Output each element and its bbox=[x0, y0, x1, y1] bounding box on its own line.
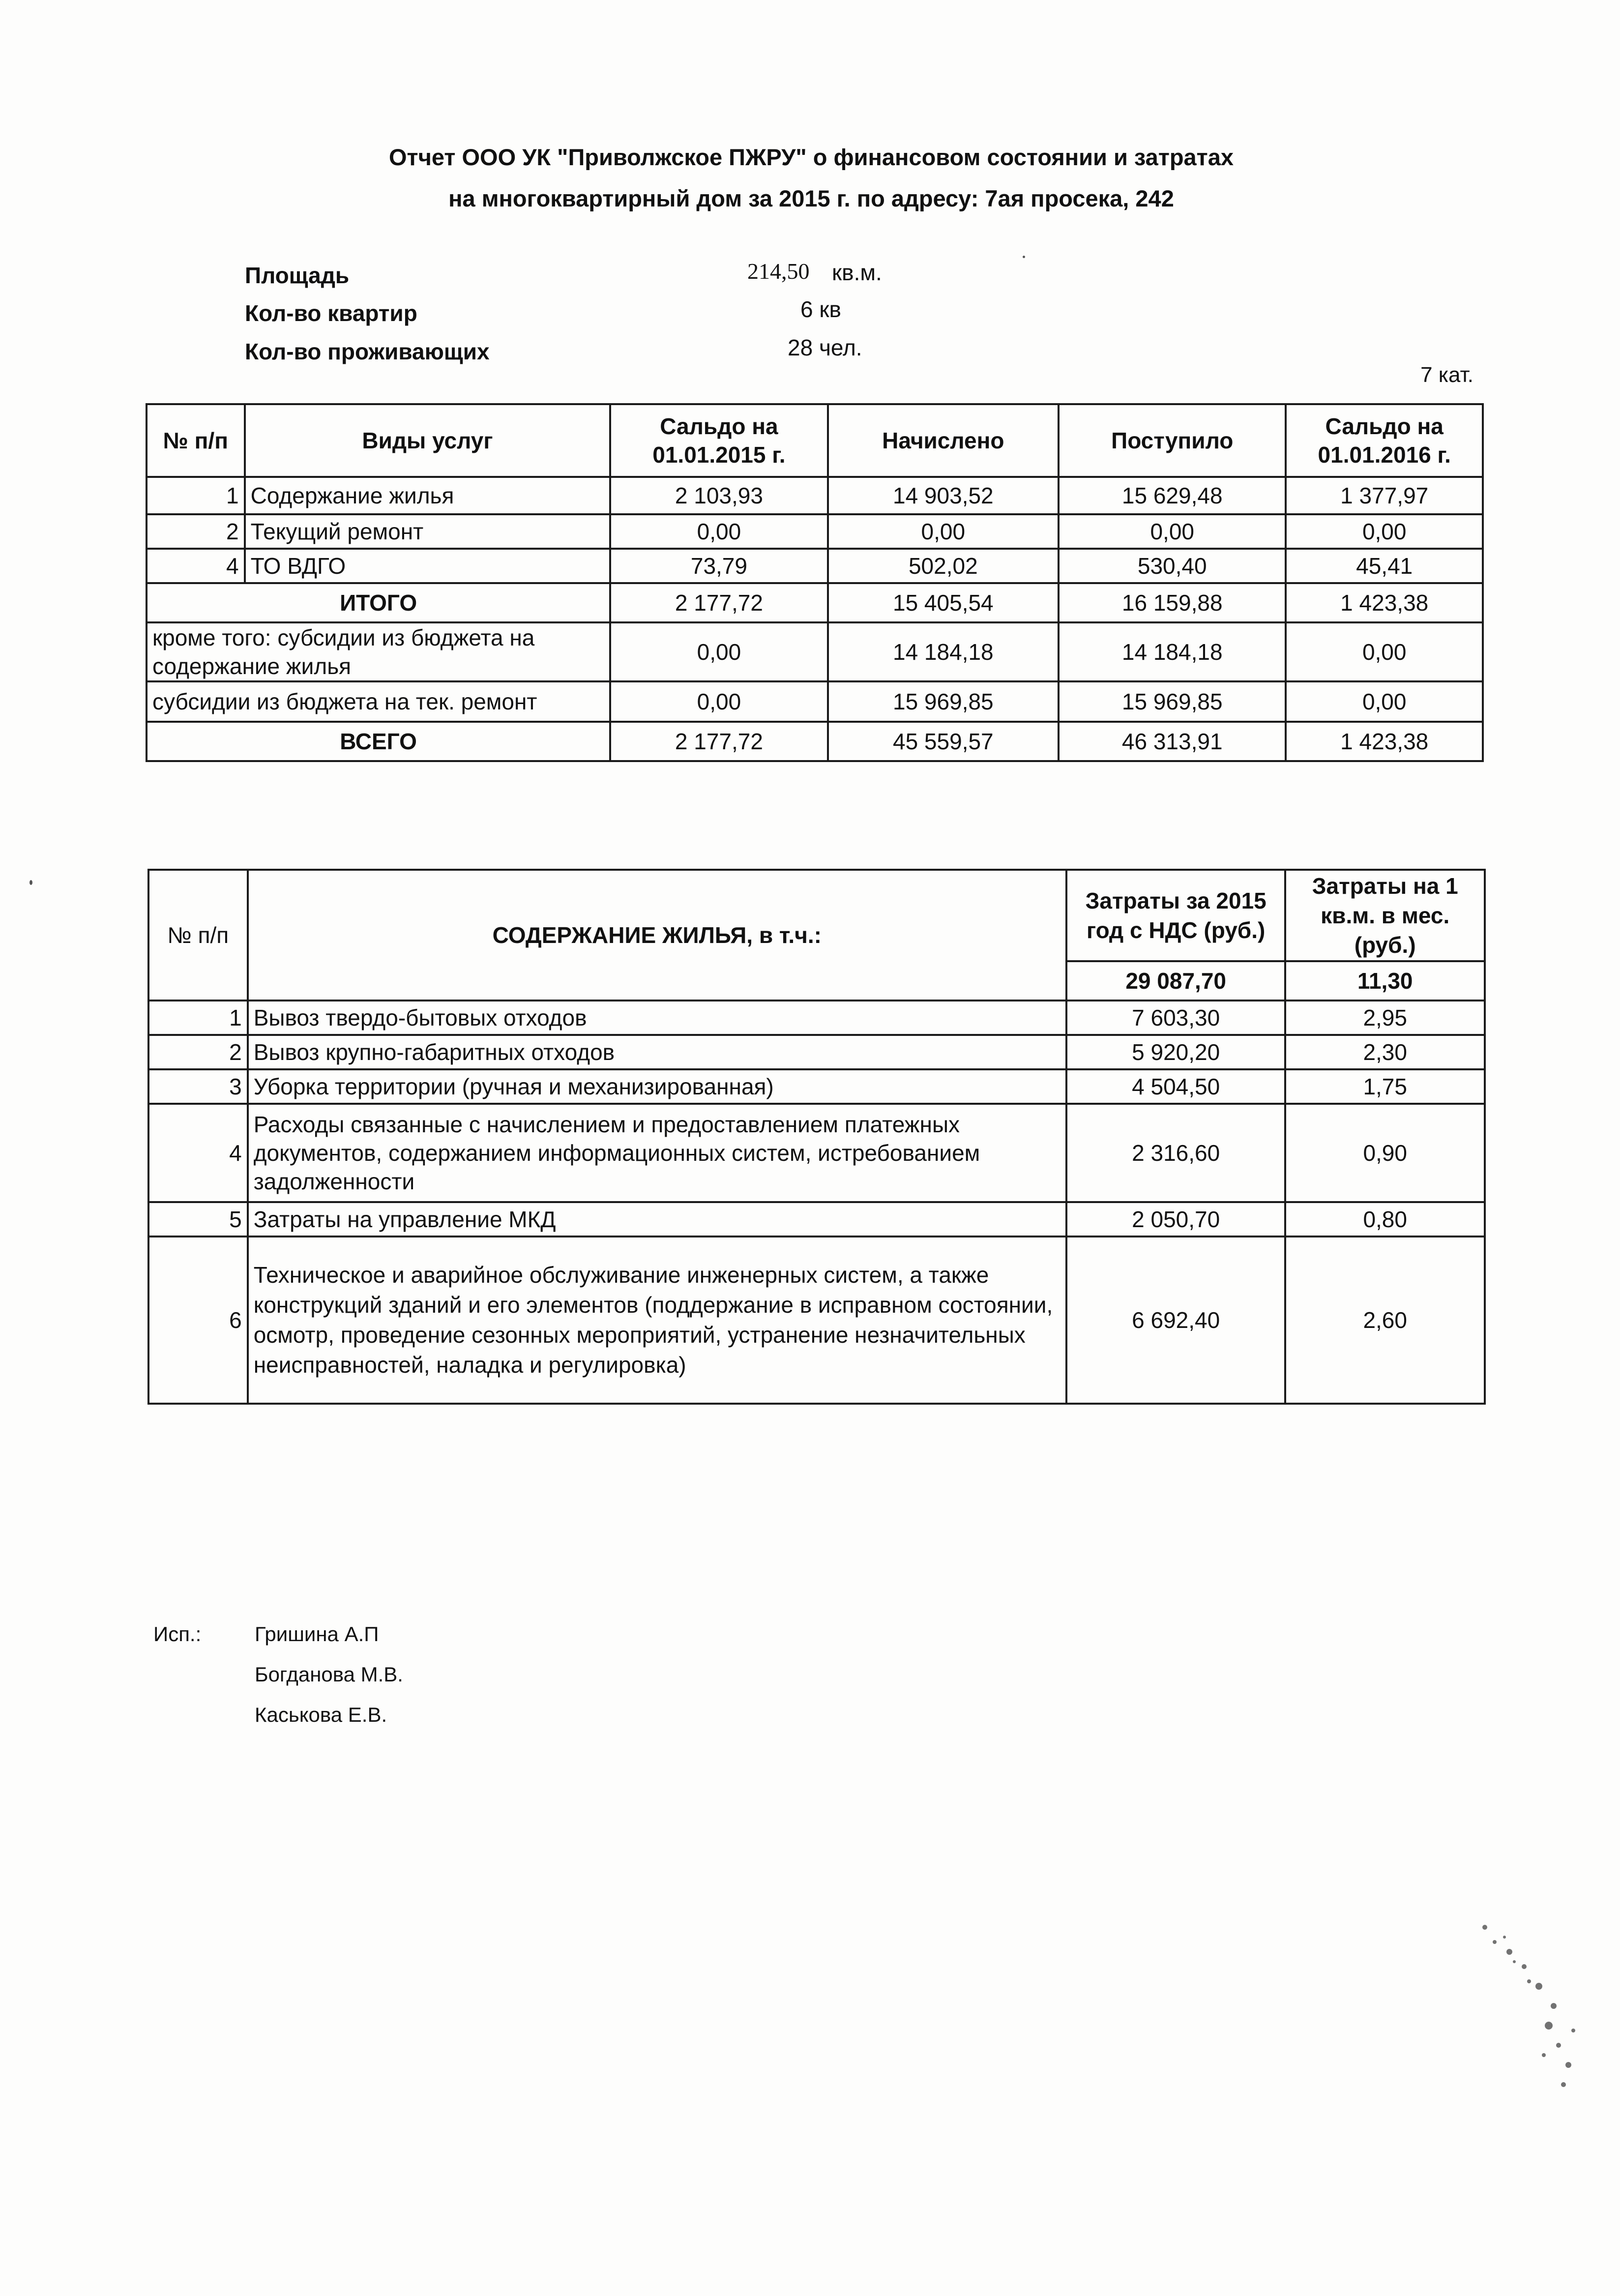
area-value: 214,50 bbox=[747, 259, 810, 284]
subsidy-repair-received: 15 969,85 bbox=[1059, 681, 1286, 722]
executor-name: Богданова М.В. bbox=[255, 1663, 403, 1686]
total-charged: 15 405,54 bbox=[828, 583, 1059, 622]
table-row bbox=[148, 1202, 1485, 1236]
executor-name: Гришина А.П bbox=[255, 1622, 379, 1646]
costs-header-title: СОДЕРЖАНИЕ ЖИЛЬЯ, в т.ч.: bbox=[248, 870, 1066, 1001]
executor-name: Каськова Е.В. bbox=[255, 1703, 387, 1726]
row-cost-item: Уборка территории (ручная и механизированная) bbox=[248, 1069, 1066, 1104]
row-cost: 4 504,50 bbox=[1066, 1069, 1285, 1104]
row-num: 1 bbox=[148, 1001, 248, 1035]
subsidy-repair-saldo-start: 0,00 bbox=[610, 681, 827, 722]
table-row bbox=[147, 514, 1483, 549]
scan-speck bbox=[29, 880, 32, 885]
row-cost-item: Расходы связанные с начислением и предоставлением платежных документов, содержанием информационных систем, истребованием задолженности bbox=[248, 1104, 1066, 1202]
row-saldo-start: 0,00 bbox=[610, 514, 827, 549]
row-num: 4 bbox=[148, 1104, 248, 1202]
subsidy-maintenance-label: кроме того: субсидии из бюджета на содержание жилья bbox=[147, 622, 610, 681]
finance-header-service: Виды услуг bbox=[245, 404, 611, 477]
row-cost-item: Вывоз твердо-бытовых отходов bbox=[248, 1001, 1066, 1035]
row-num: 3 bbox=[148, 1069, 248, 1104]
row-charged: 502,02 bbox=[828, 549, 1059, 583]
finance-header-saldo-start: Сальдо на 01.01.2015 г. bbox=[610, 404, 827, 477]
report-title-line-2: на многоквартирный дом за 2015 г. по адресу: 7ая просека, 242 bbox=[448, 185, 1174, 211]
row-per-m2: 2,30 bbox=[1285, 1035, 1485, 1069]
table-row bbox=[148, 1035, 1485, 1069]
scan-smudge bbox=[1455, 1908, 1603, 2114]
row-cost-item: Вывоз крупно-габаритных отходов bbox=[248, 1035, 1066, 1069]
grand-total-saldo-start: 2 177,72 bbox=[610, 722, 827, 761]
row-cost: 7 603,30 bbox=[1066, 1001, 1285, 1035]
row-received: 530,40 bbox=[1059, 549, 1286, 583]
row-cost: 2 050,70 bbox=[1066, 1202, 1285, 1236]
costs-header-num: № п/п bbox=[148, 870, 248, 1001]
row-cost: 5 920,20 bbox=[1066, 1035, 1285, 1069]
row-cost-item: Затраты на управление МКД bbox=[248, 1202, 1066, 1236]
finance-header-saldo-end: Сальдо на 01.01.2016 г. bbox=[1286, 404, 1483, 477]
row-charged: 14 903,52 bbox=[828, 477, 1059, 514]
subsidy-maintenance-saldo-end: 0,00 bbox=[1286, 622, 1483, 681]
row-saldo-start: 73,79 bbox=[610, 549, 827, 583]
table-row bbox=[148, 1069, 1485, 1104]
costs-header-per-m2: Затраты на 1 кв.м. в мес. (руб.) bbox=[1285, 870, 1485, 961]
subsidy-maintenance-received: 14 184,18 bbox=[1059, 622, 1286, 681]
row-saldo-end: 1 377,97 bbox=[1286, 477, 1483, 514]
costs-header-row bbox=[148, 870, 1485, 961]
total-saldo-end: 1 423,38 bbox=[1286, 583, 1483, 622]
costs-total-cost: 29 087,70 bbox=[1066, 961, 1285, 1001]
row-charged: 0,00 bbox=[828, 514, 1059, 549]
category-label: 7 кат. bbox=[1420, 363, 1473, 387]
subsidy-repair-charged: 15 969,85 bbox=[828, 681, 1059, 722]
row-cost-item: Техническое и аварийное обслуживание инженерных систем, а также конструкций зданий и его элементов (поддержание в исправном состоянии, осмотр, проведение сезонных мероприятий, устранение незначительных неисправностей, наладка и регулировка) bbox=[248, 1236, 1066, 1404]
flats-value: 6 кв bbox=[800, 296, 841, 322]
row-saldo-end: 0,00 bbox=[1286, 514, 1483, 549]
finance-header-received: Поступило bbox=[1059, 404, 1286, 477]
area-unit: кв.м. bbox=[832, 260, 882, 285]
finance-table bbox=[146, 403, 1484, 762]
table-row bbox=[148, 1104, 1485, 1202]
table-row bbox=[147, 549, 1483, 583]
row-per-m2: 2,60 bbox=[1285, 1236, 1485, 1404]
residents-value: 28 чел. bbox=[788, 335, 862, 360]
subsidy-maintenance-saldo-start: 0,00 bbox=[610, 622, 827, 681]
row-per-m2: 1,75 bbox=[1285, 1069, 1485, 1104]
executors-label: Исп.: bbox=[153, 1622, 202, 1646]
row-saldo-end: 45,41 bbox=[1286, 549, 1483, 583]
row-saldo-start: 2 103,93 bbox=[610, 477, 827, 514]
row-num: 1 bbox=[147, 477, 245, 514]
row-num: 2 bbox=[148, 1035, 248, 1069]
row-per-m2: 0,90 bbox=[1285, 1104, 1485, 1202]
total-saldo-start: 2 177,72 bbox=[610, 583, 827, 622]
row-cost: 2 316,60 bbox=[1066, 1104, 1285, 1202]
total-row bbox=[147, 583, 1483, 622]
table-row bbox=[147, 477, 1483, 514]
total-label: ИТОГО bbox=[147, 583, 610, 622]
subsidy-repair-saldo-end: 0,00 bbox=[1286, 681, 1483, 722]
report-title-line-1: Отчет ООО УК "Приволжское ПЖРУ" о финансовом состоянии и затратах bbox=[389, 144, 1234, 170]
table-row bbox=[148, 1001, 1485, 1035]
costs-total-per-m2: 11,30 bbox=[1285, 961, 1485, 1001]
flats-label: Кол-во квартир bbox=[245, 300, 417, 326]
row-service: Содержание жилья bbox=[245, 477, 611, 514]
subsidy-maintenance-charged: 14 184,18 bbox=[828, 622, 1059, 681]
row-service: Текущий ремонт bbox=[245, 514, 611, 549]
finance-header-row bbox=[147, 404, 1483, 477]
total-received: 16 159,88 bbox=[1059, 583, 1286, 622]
finance-header-charged: Начислено bbox=[828, 404, 1059, 477]
row-per-m2: 2,95 bbox=[1285, 1001, 1485, 1035]
grand-total-charged: 45 559,57 bbox=[828, 722, 1059, 761]
scan-speck bbox=[1023, 256, 1025, 258]
row-service: ТО ВДГО bbox=[245, 549, 611, 583]
row-num: 4 bbox=[147, 549, 245, 583]
row-cost: 6 692,40 bbox=[1066, 1236, 1285, 1404]
grand-total-saldo-end: 1 423,38 bbox=[1286, 722, 1483, 761]
area-label: Площадь bbox=[245, 263, 350, 288]
subsidy-repair-row bbox=[147, 681, 1483, 722]
row-received: 0,00 bbox=[1059, 514, 1286, 549]
report-title bbox=[275, 137, 1347, 219]
row-num: 2 bbox=[147, 514, 245, 549]
residents-label: Кол-во проживающих bbox=[245, 339, 490, 364]
row-num: 5 bbox=[148, 1202, 248, 1236]
grand-total-received: 46 313,91 bbox=[1059, 722, 1286, 761]
row-per-m2: 0,80 bbox=[1285, 1202, 1485, 1236]
grand-total-row bbox=[147, 722, 1483, 761]
row-num: 6 bbox=[148, 1236, 248, 1404]
row-received: 15 629,48 bbox=[1059, 477, 1286, 514]
maintenance-costs-table bbox=[147, 869, 1486, 1405]
finance-header-num: № п/п bbox=[147, 404, 245, 477]
grand-total-label: ВСЕГО bbox=[147, 722, 610, 761]
subsidy-maintenance-row bbox=[147, 622, 1483, 681]
table-row bbox=[148, 1236, 1485, 1404]
subsidy-repair-label: субсидии из бюджета на тек. ремонт bbox=[147, 681, 610, 722]
costs-header-cost: Затраты за 2015 год с НДС (руб.) bbox=[1066, 870, 1285, 961]
